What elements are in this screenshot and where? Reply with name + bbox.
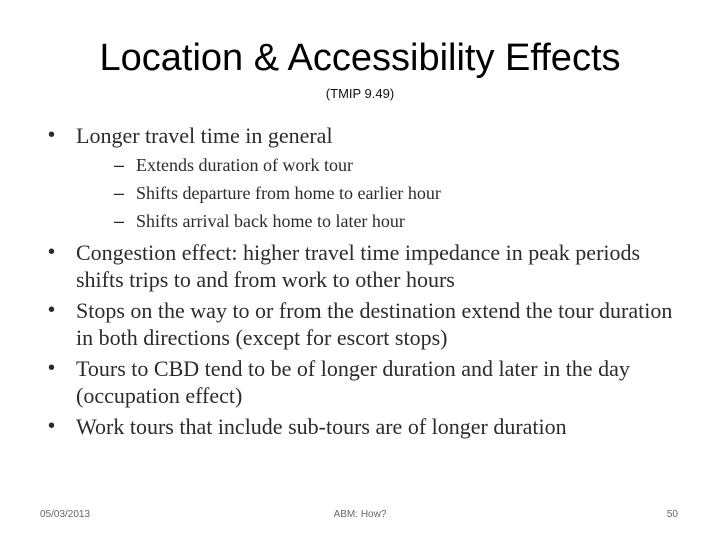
bullet-item <box>46 355 686 409</box>
sub-bullet-text: Shifts arrival back home to later hour <box>136 211 405 231</box>
bullet-item <box>46 239 686 293</box>
bullet-text: Tours to CBD tend to be of longer duration and later in the day (occupation effect) <box>76 356 630 408</box>
bullet-text: Congestion effect: higher travel time impedance in peak periods shifts trips to and from work to other hours <box>76 240 641 292</box>
bullet-marker: • <box>48 241 56 263</box>
bullet-marker: • <box>48 124 56 146</box>
dash-marker: – <box>114 211 125 231</box>
bullet-item <box>46 297 686 351</box>
bullet-marker: • <box>48 299 56 321</box>
bullet-text: Longer travel time in general <box>76 123 333 148</box>
bullet-text: Stops on the way to or from the destination extend the tour duration in both directions (except for escort stops) <box>76 298 673 350</box>
sub-bullet-text: Extends duration of work tour <box>136 155 353 175</box>
bullet-text: Work tours that include sub-tours are of longer duration <box>76 414 567 439</box>
sub-bullet-item <box>76 207 686 235</box>
footer-center-text: ABM: How? <box>333 509 387 520</box>
sub-bullet-item <box>76 179 686 207</box>
slide-number: 50 <box>666 509 678 520</box>
bullet-marker: • <box>48 415 56 437</box>
footer-date: 05/03/2013 <box>40 509 91 520</box>
slide-title: Location & Accessibility Effects <box>99 37 621 79</box>
bullet-item <box>46 122 686 235</box>
bullet-item <box>46 413 686 440</box>
sub-bullet-text: Shifts departure from home to earlier hour <box>136 183 441 203</box>
sub-bullet-list <box>76 151 686 235</box>
dash-marker: – <box>114 183 125 203</box>
dash-marker: – <box>114 155 125 175</box>
bullet-list <box>46 118 686 440</box>
sub-bullet-item <box>76 151 686 179</box>
slide-subtitle: (TMIP 9.49) <box>325 86 395 101</box>
bullet-marker: • <box>48 357 56 379</box>
